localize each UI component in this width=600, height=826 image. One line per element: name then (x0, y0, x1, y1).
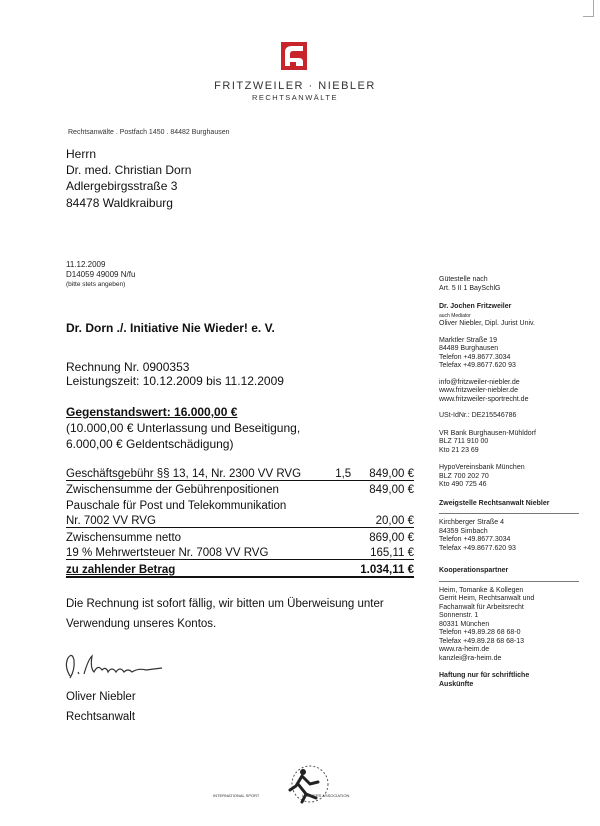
firm-subtitle: RECHTSANWÄLTE (251, 93, 339, 102)
signer-block (66, 687, 136, 727)
reference-note: (bitte stets angeben) (66, 281, 126, 288)
recipient-address (66, 146, 191, 194)
bank2-account: Kto 490 725 46 (439, 481, 487, 488)
recipient-salutation: Herrn (66, 147, 97, 161)
recipient-city: 84478 Waldkraiburg (66, 196, 173, 210)
branch-fax: Telefax +49.8677.620 93 (439, 544, 516, 552)
sidebar-divider (439, 513, 579, 514)
lawyer-2: Oliver Niebler, Dipl. Jurist Univ. (439, 320, 535, 327)
fee-row (66, 480, 414, 496)
fee-label: Pauschale für Post und Telekommunikation (66, 499, 287, 512)
branch-phone: Telefon +49.8677.3034 (439, 536, 511, 543)
letter-date: 11.12.2009 (66, 260, 106, 269)
coop-web: www.ra-heim.de (439, 646, 490, 653)
office-web-2: www.fritzweiler-sportrecht.de (439, 395, 529, 403)
invoice-period: Leistungszeit: 10.12.2009 bis 11.12.2009 (66, 374, 284, 388)
bank2-name: HypoVereinsbank München (439, 464, 525, 471)
sport-lawyers-association-icon (220, 760, 400, 810)
coop-email: kanzlei@ra-heim.de (439, 654, 502, 662)
gegenstandswert-label: Gegenstandswert: 16.000,00 € (66, 405, 238, 419)
coop-line: 80331 München (439, 620, 490, 628)
letter-meta (66, 260, 135, 290)
footer-logo-left-text: INTERNATIONAL SPORT (213, 793, 260, 798)
invoice-info (66, 360, 284, 388)
coop-line: Fachanwalt für Arbeitsrecht (439, 603, 524, 611)
recipient-name: Dr. med. Christian Dorn (66, 163, 192, 177)
fee-amount: 20,00 € (354, 512, 414, 528)
fn-logo-icon (281, 42, 307, 70)
recipient-street: Adlergebirgsstraße 3 (66, 179, 178, 193)
fee-row (66, 544, 414, 560)
coop-line: Sonnenstr. 1 (439, 612, 479, 619)
letter-subject: Dr. Dorn ./. Initiative Nie Wieder! e. V. (66, 321, 275, 335)
gegenstandswert-line1: (10.000,00 € Unterlassung und Beseitigung, (66, 421, 301, 435)
fee-table (66, 464, 414, 578)
gegenstandswert-block (66, 404, 300, 452)
office-email: info@fritzweiler-niebler.de (439, 378, 520, 386)
liability-line2: Auskünfte (439, 680, 474, 688)
bank2-blz: BLZ 700 202 70 (439, 472, 489, 480)
liability-line1: Haftung nur für schriftliche (439, 672, 530, 679)
guetestelle-line1: Gütestelle nach (439, 276, 488, 283)
bank1-blz: BLZ 711 910 00 (439, 438, 489, 445)
office-fax: Telefax +49.8677.620 93 (439, 362, 516, 369)
coop-line: Gerrit Heim, Rechtsanwalt und (439, 595, 535, 602)
fee-row (66, 512, 414, 528)
lawyer-1: Dr. Jochen Fritzweiler (439, 303, 512, 310)
office-phone: Telefon +49.8677.3034 (439, 353, 511, 361)
lawyer-1-note: auch Mediator (439, 312, 471, 319)
fee-label: Nr. 7002 VV RVG (66, 512, 354, 528)
bank1-account: Kto 21 23 69 (439, 446, 479, 454)
fee-amount: 165,11 € (354, 544, 414, 560)
fee-label: 19 % Mehrwertsteuer Nr. 7008 VV RVG (66, 544, 354, 560)
branch-street: Kirchberger Straße 4 (439, 519, 504, 526)
invoice-number: Rechnung Nr. 0900353 (66, 360, 190, 374)
gegenstandswert-line2: 6.000,00 € Geldentschädigung) (66, 437, 234, 451)
fee-total-amount: 1.034,11 € (354, 560, 414, 577)
office-web-1: www.fritzweiler-niebler.de (439, 387, 518, 394)
branch-city: 84359 Simbach (439, 527, 488, 535)
bank1-name: VR Bank Burghausen-Mühldorf (439, 429, 536, 437)
firm-sidebar (439, 276, 579, 694)
coop-title: Kooperationspartner (439, 567, 509, 574)
fee-amount: 849,00 € (354, 464, 414, 480)
signer-name: Oliver Niebler (66, 691, 136, 703)
payment-text: Die Rechnung ist sofort fällig, wir bitten um Überweisung unter Verwendung unseres Kontos. (66, 598, 384, 630)
fee-row (66, 528, 414, 544)
fee-amount: 849,00 € (369, 484, 414, 496)
coop-line: Heim, Tomanke & Kollegen (439, 586, 524, 594)
signer-title: Rechtsanwalt (66, 711, 136, 723)
fee-total-row (66, 560, 414, 577)
vat-id: USt-IdNr.: DE215546786 (439, 412, 517, 419)
fee-row (66, 464, 414, 480)
footer-logo-right-text: LAWYERS ASSOCIATION (302, 793, 350, 798)
fee-amount: 869,00 € (369, 531, 414, 544)
coop-phone: Telefon +49.89.28 68 68-0 (439, 629, 521, 636)
page-corner-mark (583, 0, 594, 17)
fee-label: Geschäftsgebühr §§ 13, 14, Nr. 2300 VV RVG (66, 464, 329, 480)
fee-row (66, 496, 414, 512)
guetestelle-line2: Art. 5 II 1 BaySchlG (439, 284, 501, 292)
fee-label: Zwischensumme netto (66, 531, 182, 544)
office-city: 84489 Burghausen (439, 345, 499, 352)
branch-title: Zweigstelle Rechtsanwalt Niebler (439, 499, 550, 507)
firm-name: FRITZWEILER · NIEBLER (214, 80, 376, 92)
sidebar-divider (439, 581, 579, 582)
coop-fax: Telefax +49.89.28 68 68-13 (439, 637, 525, 645)
fee-total-label: zu zahlender Betrag (66, 560, 354, 577)
sender-return-line: Rechtsanwälte . Postfach 1450 . 84482 Burghausen (68, 129, 230, 136)
letter-reference: D14059 49009 N/fu (66, 270, 136, 279)
office-street: Marktler Straße 19 (439, 336, 497, 344)
fee-label: Zwischensumme der Gebührenpositionen (66, 484, 279, 496)
fee-factor: 1,5 (329, 464, 354, 480)
handwritten-signature (62, 650, 172, 682)
